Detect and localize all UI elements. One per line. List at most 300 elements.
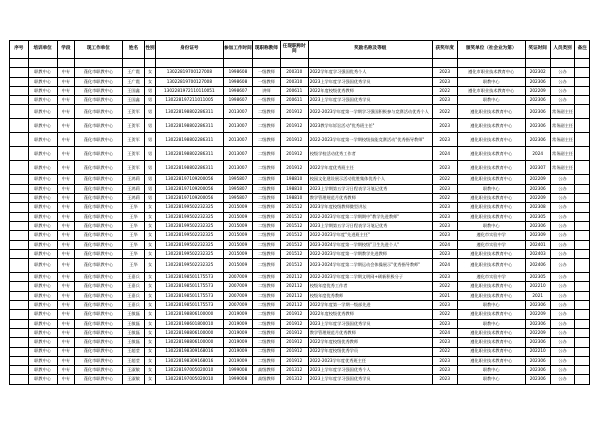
col-award-name-cell: 2022-2023学年度第一学期校级技能竞赛活动"优秀指导教师" [308,133,432,147]
col-start-work-cell: 1998608 [223,77,252,86]
col-title-date-cell: 202112 [280,282,308,291]
col-gender-cell: 女 [145,366,155,375]
col-staff-type-cell: 公办 [550,86,575,95]
col-start-work-cell: 2013007 [223,147,252,161]
col-gender-cell: 男 [145,161,155,175]
col-work-unit-cell: 蓬化市职教中心 [75,86,123,95]
col-stage-cell: 中专 [57,319,75,328]
col-remark-cell [575,231,590,240]
col-stage-cell: 中专 [57,249,75,258]
col-work-unit-cell: 蓬化市职教中心 [75,291,123,300]
table-row [10,301,590,310]
col-training-unit-cell [28,59,57,68]
col-index-cell [10,86,29,95]
col-id-number-cell: 130228199502232325 [155,203,223,212]
col-award-name-cell: 2022学年度第一学期一级部先进 [308,301,432,310]
col-staff-type-cell: 公办 [550,375,575,384]
col-title-date-cell: 201912 [280,347,308,356]
col-issuer-cell: 职教中心 [457,366,525,375]
col-award-name-cell: 2022学年度校级优秀教师 [308,338,432,347]
table-row [10,203,590,212]
col-staff-type-cell: 公办 [550,338,575,347]
col-cert-date-cell: 202302 [525,68,550,77]
col-issuer-cell: 遵化职业技术教育中心 [457,328,525,337]
col-id-number-cell: 130228198501175573 [155,301,223,310]
col-work-unit-cell: 蓬化市职教中心 [75,147,123,161]
col-issuer-cell: 遵化市实验中学 [457,240,525,249]
col-stage-cell: 中专 [57,301,75,310]
col-title-date-cell: 201512 [280,240,308,249]
col-name-cell: 王鸿莉 [122,194,145,203]
col-id-number-cell: 130228199502232325 [155,240,223,249]
col-staff-type-cell: 公办 [550,319,575,328]
col-remark-cell [575,282,590,291]
col-award-year-cell: 2023 [432,212,457,221]
col-staff-type-cell: 公办 [550,249,575,258]
col-remark-cell [575,175,590,184]
col-award-year-cell: 2023 [432,319,457,328]
col-issuer-cell: 职教中心 [457,77,525,86]
col-work-unit-cell: 蓬化市职教中心 [75,161,123,175]
col-index-cell [10,175,29,184]
col-start-work-cell: 2015009 [223,249,252,258]
col-start-work-cell: 2019009 [223,338,252,347]
col-title-date-cell: 198810 [280,194,308,203]
col-staff-type-cell: 公办 [550,347,575,356]
col-award-year-cell: 2023 [432,375,457,384]
col-staff-type-cell: 公办 [550,282,575,291]
col-start-work-cell: 2007009 [223,282,252,291]
col-stage-cell: 中专 [57,119,75,133]
col-issuer-cell: 遵化职业技术教育中心 [457,212,525,221]
col-remark-cell [575,221,590,230]
table-row [10,133,590,147]
col-training-unit-cell: 职教中心 [28,86,57,95]
col-award-name-cell: 2022年度校级优秀教师 [308,86,432,95]
col-gender-cell: 女 [145,221,155,230]
col-work-unit-cell: 蓬化市职教中心 [75,184,123,193]
col-id-number-cell: 130228199502232325 [155,249,223,258]
col-training-unit-cell: 职教中心 [28,347,57,356]
table-row [10,221,590,230]
col-title-cell: 二级教师 [252,133,280,147]
col-title-cell: 二级教师 [252,119,280,133]
col-index-cell [10,161,29,175]
table-row [10,282,590,291]
col-award-name-cell: 2022学年度优秀班主任 [308,161,432,175]
col-title-date-cell: 201312 [280,375,308,384]
col-award-year-cell: 2023 [432,119,457,133]
col-stage-cell: 中专 [57,273,75,282]
col-gender-cell: 男 [145,147,155,161]
col-id-number-cell: 130228198802286311 [155,105,223,119]
col-cert-date-cell [525,59,550,68]
col-award-year-cell: 2023 [432,338,457,347]
col-gender-cell: 女 [145,212,155,221]
col-id-number-cell: 130228198501175573 [155,291,223,300]
col-remark-cell [575,328,590,337]
col-index-cell [10,203,29,212]
col-index-cell [10,221,29,230]
col-cert-date-cell: 202309 [525,231,550,240]
col-title-cell: 二级教师 [252,259,280,273]
col-id-number-cell: 130228197005020010 [155,375,223,384]
col-index-header: 序号 [10,41,29,59]
col-title-cell [252,59,280,68]
col-cert-date-cell: 202406 [525,259,550,273]
col-start-work-cell: 1995807 [223,194,252,203]
col-start-work-cell: 2007009 [223,301,252,310]
col-award-year-cell: 2024 [432,147,457,161]
col-remark-cell [575,249,590,258]
col-work-unit-cell: 蓬化市职教中心 [75,203,123,212]
col-award-year-cell: 2022 [432,347,457,356]
col-title-cell: 二级教师 [252,161,280,175]
col-stage-header: 学段 [57,41,75,59]
col-staff-type-cell: 公办 [550,96,575,105]
table-row [10,273,590,282]
col-work-unit-cell: 蓬化市职教中心 [75,194,123,203]
table-row [10,328,590,337]
col-remark-cell [575,119,590,133]
col-training-unit-cell: 职教中心 [28,221,57,230]
col-staff-type-cell: 常务副主任 [550,161,575,175]
col-work-unit-cell: 蓬化市职教中心 [75,175,123,184]
col-remark-cell [575,133,590,147]
col-start-work-cell: 1999008 [223,366,252,375]
col-work-unit-cell: 蓬化市职教中心 [75,347,123,356]
col-cert-date-cell: 202306 [525,356,550,365]
col-work-unit-cell: 蓬化市职教中心 [75,259,123,273]
col-index-cell [10,194,29,203]
col-id-number-header: 身份证号 [155,41,223,59]
col-issuer-cell: 遵化职业技术教育中心 [457,291,525,300]
col-award-year-cell: 2023 [432,203,457,212]
col-title-cell: 二级教师 [252,231,280,240]
col-issuer-cell: 遵化职业技术教育中心 [457,147,525,161]
col-training-unit-cell: 职教中心 [28,319,57,328]
col-name-cell: 王华 [122,212,145,221]
col-issuer-cell: 遵化职业技术教育中心 [457,259,525,273]
col-training-unit-cell: 职教中心 [28,282,57,291]
table-row [10,375,590,384]
col-name-cell: 王敏磊 [122,319,145,328]
col-issuer-cell: 遵化职业技术教育中心 [457,175,525,184]
col-award-name-cell: 2023-2024学年度第一学期校级"卫生先进个人" [308,240,432,249]
col-gender-cell: 女 [145,240,155,249]
col-gender-cell: 男 [145,119,155,133]
col-start-work-cell: 2013007 [223,161,252,175]
col-id-number-cell: 130228199502232325 [155,221,223,230]
col-index-cell [10,212,29,221]
col-staff-type-cell: 常务副主任 [550,133,575,147]
col-cert-date-cell: 202306 [525,338,550,347]
col-award-name-cell: 2023上学年度学习强国优秀个人 [308,366,432,375]
col-cert-date-cell: 202209 [525,86,550,95]
col-id-number-cell: 130228197005020010 [155,366,223,375]
col-award-year-cell: 2023 [432,301,457,310]
col-award-year-cell: 2023 [432,77,457,86]
col-start-work-cell: 1998607 [223,96,252,105]
col-training-unit-cell: 职教中心 [28,328,57,337]
col-award-year-cell: 2023 [432,68,457,77]
col-staff-type-cell: 公办 [550,212,575,221]
col-start-work-cell: 1999008 [223,375,252,384]
col-gender-cell: 男 [145,184,155,193]
col-index-cell [10,68,29,77]
col-title-cell: 二级教师 [252,347,280,356]
col-title-cell: 二级教师 [252,338,280,347]
col-stage-cell: 中专 [57,328,75,337]
col-title-date-cell: 201912 [280,161,308,175]
col-name-cell: 王华 [122,221,145,230]
col-stage-cell: 中专 [57,212,75,221]
col-award-year-cell: 2023 [432,249,457,258]
col-work-unit-cell [75,59,123,68]
col-work-unit-header: 现工作单位 [75,41,123,59]
table-row [10,161,590,175]
col-work-unit-cell: 蓬化市职教中心 [75,366,123,375]
col-stage-cell: 中专 [57,133,75,147]
col-stage-cell: 中专 [57,96,75,105]
col-stage-cell: 中专 [57,194,75,203]
col-name-cell: 王敏磊 [122,338,145,347]
col-name-cell: 王贺军 [122,161,145,175]
col-title-date-cell: 201512 [280,221,308,230]
col-start-work-cell [223,59,252,68]
col-issuer-cell: 遵化市职业技术教育中心 [457,86,525,95]
col-issuer-cell: 遵化市实验中学 [457,231,525,240]
table-row [10,86,590,95]
col-name-cell: 王华 [122,203,145,212]
col-id-number-cell: 130228198309168016 [155,356,223,365]
col-staff-type-cell: 公办 [550,240,575,249]
table-body [10,59,590,385]
col-gender-cell: 女 [145,338,155,347]
col-gender-cell: 女 [145,328,155,337]
col-stage-cell: 中专 [57,366,75,375]
table-row [10,347,590,356]
col-title-cell: 高级教师 [252,375,280,384]
col-id-number-cell: 130228198802286311 [155,133,223,147]
table-header [10,41,590,59]
col-name-cell: 王嘉兵 [122,273,145,282]
col-gender-cell: 男 [145,133,155,147]
col-issuer-cell: 遵化职业技术教育中心 [457,249,525,258]
col-stage-cell: 中专 [57,338,75,347]
col-training-unit-cell: 职教中心 [28,291,57,300]
col-stage-cell: 中专 [57,347,75,356]
col-gender-cell: 女 [145,301,155,310]
col-index-cell [10,319,29,328]
col-remark-cell [575,59,590,68]
col-title-date-cell: 201912 [280,356,308,365]
table-row [10,184,590,193]
col-start-work-cell: 2007009 [223,291,252,300]
col-cert-date-cell: 202306 [525,366,550,375]
col-cert-date-cell: 202209 [525,310,550,319]
col-cert-date-cell: 202403 [525,249,550,258]
col-award-name-cell: 2023上学年度学习强国优秀学员 [308,77,432,86]
col-start-work-cell: 2013007 [223,133,252,147]
table-row [10,59,590,68]
col-training-unit-cell: 职教中心 [28,119,57,133]
col-title-cell: 二级教师 [252,328,280,337]
col-title-cell: 二级教师 [252,301,280,310]
col-cert-date-cell: 2024 [525,147,550,161]
col-issuer-cell: 遵化职业技术教育中心 [457,105,525,119]
col-award-name-cell: 2022年度校级优秀教师 [308,310,432,319]
col-stage-cell: 中专 [57,203,75,212]
col-title-cell: 二级教师 [252,240,280,249]
col-issuer-cell: 遵化职业技术教育中心 [457,338,525,347]
col-id-number-cell: 130228198501175573 [155,273,223,282]
col-training-unit-cell: 职教中心 [28,175,57,184]
col-id-number-cell: 13022819700127008 [155,77,223,86]
col-stage-cell: 中专 [57,175,75,184]
col-index-cell [10,375,29,384]
col-gender-cell: 女 [145,231,155,240]
col-issuer-cell: 遵化职业技术教育中心 [457,194,525,203]
col-staff-type-cell: 公办 [550,273,575,282]
col-work-unit-cell: 蓬化市职教中心 [75,133,123,147]
col-gender-cell: 女 [145,310,155,319]
col-id-number-cell: 130228199502232325 [155,231,223,240]
col-staff-type-cell: 常务副主任 [550,147,575,161]
col-stage-cell: 中专 [57,231,75,240]
col-gender-cell: 男 [145,175,155,184]
col-index-cell [10,231,29,240]
col-cert-date-cell: 202306 [525,184,550,193]
col-index-cell [10,347,29,356]
table-row [10,366,590,375]
col-remark-cell [575,147,590,161]
col-training-unit-cell: 职教中心 [28,133,57,147]
col-name-cell: 王敏磊 [122,310,145,319]
col-name-cell: 王广霞 [122,77,145,86]
col-id-number-cell: 130228197109200056 [155,175,223,184]
col-remark-cell [575,212,590,221]
col-issuer-cell: 遵化职业技术教育中心 [457,119,525,133]
col-title-date-cell: 201912 [280,319,308,328]
col-award-name-cell: 2023学年度校级教师微型讲坛 [308,203,432,212]
col-title-cell: 二级教师 [252,203,280,212]
col-staff-type-cell: 常务副主任 [550,105,575,119]
col-title-cell: 一级教师 [252,96,280,105]
col-training-unit-cell: 职教中心 [28,203,57,212]
col-remark-cell [575,96,590,105]
col-stage-cell: 中专 [57,105,75,119]
col-name-header: 姓名 [122,41,145,59]
col-start-work-cell: 2019009 [223,356,252,365]
col-name-cell: 王鸿莉 [122,184,145,193]
col-start-work-cell: 2007009 [223,273,252,282]
col-id-number-cell: 130228198806100000 [155,328,223,337]
col-title-cell: 一级教师 [252,68,280,77]
col-title-cell: 二级教师 [252,221,280,230]
col-index-cell [10,249,29,258]
col-issuer-cell: 遵化职业技术教育中心 [457,161,525,175]
col-staff-type-cell: 公办 [550,301,575,310]
col-index-cell [10,184,29,193]
col-work-unit-cell: 蓬化市职教中心 [75,212,123,221]
col-name-cell: 王淑敏 [122,366,145,375]
col-award-name-cell: 2022-2023学年度第二学期文明网+刷新积极分子 [308,273,432,282]
table-row [10,147,590,161]
col-stage-cell: 中专 [57,147,75,161]
col-title-cell: 二级教师 [252,356,280,365]
col-award-name-cell: 教学管理规范月优秀教师 [308,328,432,337]
col-award-name-cell: 2022-2023学年度第一学期学习强国积极参与竞赛活动优秀个人 [308,105,432,119]
col-training-unit-cell: 职教中心 [28,259,57,273]
col-cert-date-cell: 202308 [525,203,550,212]
awards-sheet [9,40,590,385]
col-gender-cell: 女 [145,77,155,86]
col-index-cell [10,59,29,68]
table-row [10,310,590,319]
col-gender-cell: 男 [145,86,155,95]
col-gender-cell: 女 [145,68,155,77]
col-work-unit-cell: 蓬化市职教中心 [75,221,123,230]
col-work-unit-cell: 蓬化市职教中心 [75,328,123,337]
col-remark-cell [575,291,590,300]
col-id-number-cell: 130228199502232325 [155,212,223,221]
col-staff-type-cell: 公办 [550,291,575,300]
table-row [10,319,590,328]
col-award-year-cell: 2023 [432,133,457,147]
col-stage-cell [57,59,75,68]
col-award-name-cell [308,59,432,68]
col-index-cell [10,291,29,300]
col-name-cell: 王淑敏 [122,375,145,384]
col-id-number-cell: 130228197211011005 [155,96,223,105]
table-row [10,356,590,365]
col-work-unit-cell: 蓬化市职教中心 [75,240,123,249]
col-name-cell: 王国鑫 [122,86,145,95]
col-index-cell [10,338,29,347]
col-index-cell [10,119,29,133]
col-cert-date-cell: 202306 [525,319,550,328]
col-cert-date-cell: 202401 [525,240,550,249]
col-award-year-cell [432,59,457,68]
col-start-work-cell: 2015009 [223,240,252,249]
col-title-date-cell: 202112 [280,273,308,282]
col-cert-date-header: 奖证时间 [525,41,550,59]
col-work-unit-cell: 蓬化市职教中心 [75,249,123,258]
col-training-unit-cell: 职教中心 [28,96,57,105]
col-start-work-cell: 2013007 [223,119,252,133]
col-start-work-header: 参加工作时间 [223,41,252,59]
col-remark-cell [575,203,590,212]
col-title-date-cell: 198810 [280,175,308,184]
table-row [10,119,590,133]
col-award-name-cell: 2023上学期第五学习日程表学习笔记优秀 [308,221,432,230]
col-work-unit-cell: 蓬化市职教中心 [75,310,123,319]
col-training-unit-cell: 职教中心 [28,105,57,119]
col-gender-cell: 男 [145,105,155,119]
col-id-number-cell: 130228198802286311 [155,147,223,161]
col-issuer-cell: 职教中心 [457,319,525,328]
col-stage-cell: 中专 [57,356,75,365]
col-remark-cell [575,105,590,119]
col-index-cell [10,328,29,337]
col-award-year-cell: 2023 [432,96,457,105]
col-staff-type-cell: 常务副主任 [550,119,575,133]
col-index-cell [10,356,29,365]
col-work-unit-cell: 蓬化市职教中心 [75,77,123,86]
col-training-unit-cell: 职教中心 [28,68,57,77]
col-title-cell: 二级教师 [252,319,280,328]
